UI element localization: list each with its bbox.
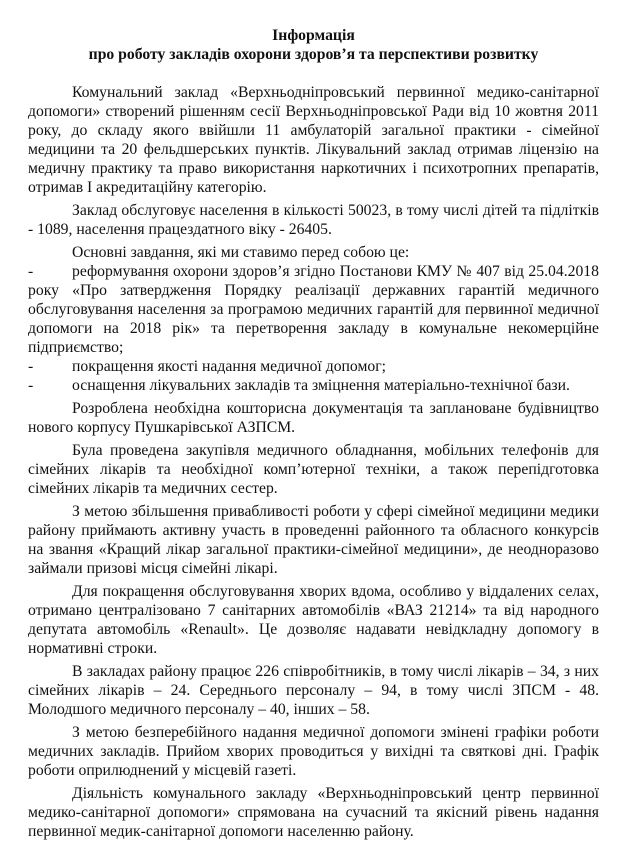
task-text: реформування охорони здоров’я згідно Постанови КМУ № 407 від 25.04.2018 року «Про затвердження Порядку реалізації державних гарантій медичного обслуговування населення за програмою медичних гарантій для первинної медичної допомоги на 2018 рік» та перетворення закладу в комунальне некомерційне підприємство; <box>28 263 599 356</box>
paragraph-staff: В закладах району працює 226 співробітників, в тому числі лікарів – 34, з них сімейних лікарів – 24. Середнього персоналу – 94, в тому числі ЗПСМ - 48. Молодшого медичного персоналу – 40, інших – 58. <box>28 663 599 718</box>
paragraph-construction: Розроблена необхідна кошторисна документація та заплановане будівництво нового корпусу Пушкарівської АЗПСМ. <box>28 400 599 436</box>
paragraph-contest: З метою збільшення привабливості роботи у сфері сімейної медицини медики району приймають активну участь в проведенні районного та обласного конкурсів на звання «Кращий лікар загальної практики-сімейної медицини», де неодноразово займали призові місця сімейні лікарі. <box>28 503 599 577</box>
task-text: оснащення лікувальних закладів та зміцнення матеріально-технічної бази. <box>72 377 570 394</box>
task-list-item <box>28 262 599 357</box>
paragraph-vehicles: Для покращення обслуговування хворих вдома, особливо у віддалених селах, отримано централізовано 7 санітарних автомобілів «ВАЗ 21214» та від народного депутата автомобіль «Renault». Це дозволяє надавати невідкладну допомогу в нормативні строки. <box>28 583 599 657</box>
paragraph-equipment: Була проведена закупівля медичного обладнання, мобільних телефонів для сімейних лікарів та необхідної комп’ютерної техніки, а також перепідготовка сімейних лікарів та медичних сестер. <box>28 442 599 497</box>
task-text: покращення якості надання медичної допомог; <box>72 358 387 375</box>
task-list-item <box>28 376 599 395</box>
document-subtitle: про роботу закладів охорони здоров’я та перспективи розвитку <box>88 46 539 63</box>
paragraph-tasks-intro: Основні завдання, які ми ставимо перед собою це: <box>72 244 410 261</box>
paragraph-establishment: Комунальний заклад «Верхньодніпровський первинної медико-санітарної допомоги» створений рішенням сесії Верхньодніпровської Ради від 10 жовтня 2011 року, до складу якого ввійшли 11 амбулаторій загальної практики - сімейної медицини та 20 фельдшерських пунктів. Лікувальний заклад отримав ліцензію на медичну практику та право використання наркотичних і психотропних препаратів, отримав I акредитаційну категорію. <box>28 84 599 196</box>
list-dash: - <box>28 263 34 280</box>
list-dash: - <box>28 377 34 394</box>
task-list-item <box>28 357 599 376</box>
document-title: Інформація <box>272 27 355 44</box>
list-dash: - <box>28 358 34 375</box>
paragraph-population: Заклад обслуговує населення в кількості 50023, в тому числі дітей та підлітків - 1089, населення працездатного віку - 26405. <box>28 202 599 238</box>
paragraph-activity: Діяльність комунального закладу «Верхньодніпровський центр первинної медико-санітарної допомоги» спрямована на сучасний та якісний рівень надання первинної медик-санітарної допомоги населенню району. <box>28 785 599 840</box>
paragraph-schedule: З метою безперебійного надання медичної допомоги змінені графіки роботи медичних закладів. Прийом хворих проводиться у вихідні та святкові дні. Графік роботи оприлюднений у місцевій газеті. <box>28 724 599 779</box>
